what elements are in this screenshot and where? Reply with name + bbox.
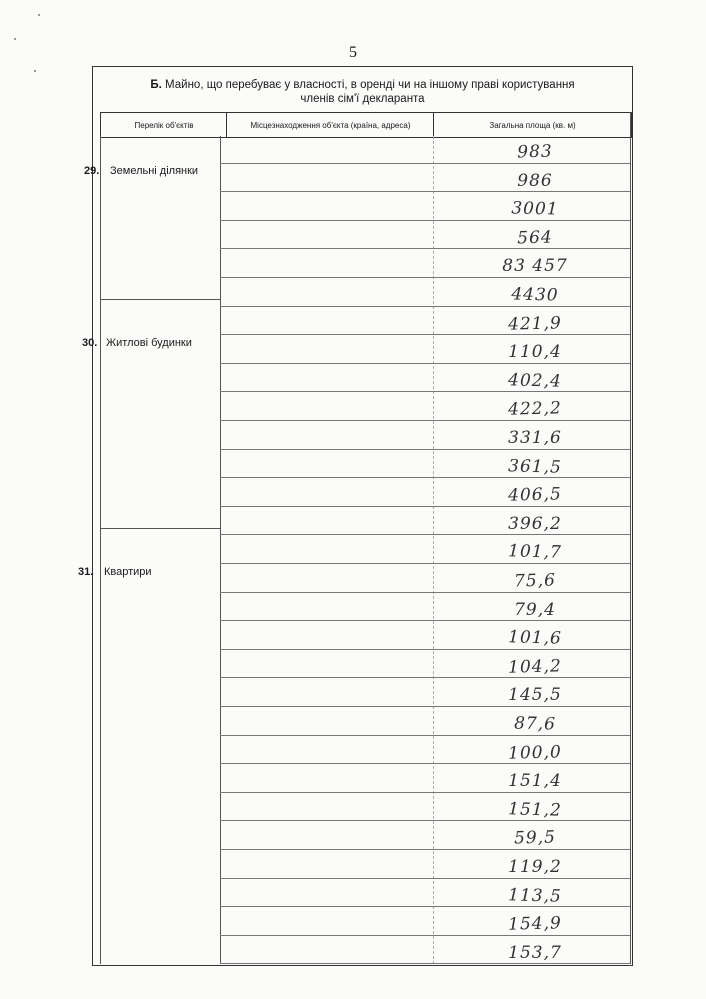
area-value: 104,2: [507, 656, 563, 678]
area-value: 154,9: [507, 913, 563, 935]
area-value: 983: [517, 141, 553, 163]
section-title-line1: Майно, що перебуває у власності, в оренді чи на іншому праві користування: [165, 79, 575, 91]
column-line-left: [100, 136, 101, 964]
row-number-30: 30.: [82, 337, 98, 349]
column-line-location: [433, 136, 434, 964]
area-value: 153,7: [508, 943, 562, 963]
row-number-31: 31.: [78, 566, 94, 578]
section-separator: [100, 528, 220, 529]
area-value: 4430: [511, 284, 559, 306]
area-value: 110,4: [508, 342, 562, 362]
area-value: 119,2: [508, 857, 562, 877]
area-value: 564: [517, 227, 553, 249]
area-value: 406,5: [507, 484, 563, 506]
row-number-29: 29.: [84, 165, 100, 177]
column-header-area: Загальна площа (кв. м): [433, 112, 632, 138]
area-value: 59,5: [513, 827, 557, 849]
area-value: 87,6: [513, 713, 557, 735]
section-separator: [100, 299, 220, 300]
area-value: 75,6: [513, 570, 557, 592]
page-number: 5: [349, 44, 357, 61]
area-value: 361,5: [507, 456, 563, 478]
area-value: 3001: [511, 198, 559, 220]
section-letter: Б.: [150, 79, 162, 91]
area-value: 421,9: [507, 313, 563, 335]
area-value: 145,5: [508, 685, 562, 705]
area-value: 101,7: [507, 541, 563, 563]
area-value: 151,4: [508, 771, 562, 791]
section-title-line2: членів сім'ї декларанта: [300, 93, 425, 105]
column-line-list: [220, 136, 221, 964]
column-header-location: Місцезнаходження об'єкта (країна, адреса): [226, 112, 434, 138]
area-value: 396,2: [508, 514, 562, 534]
column-line-right: [630, 112, 631, 964]
area-value: 113,5: [507, 885, 563, 907]
area-value: 79,4: [514, 600, 556, 620]
area-value: 331,6: [508, 428, 562, 448]
section-title: [92, 78, 633, 106]
row-name-houses: Житлові будинки: [106, 337, 192, 349]
area-value: 422,2: [507, 398, 563, 420]
area-value: 100,0: [507, 742, 563, 764]
area-value: 986: [517, 171, 553, 191]
column-header-list: Перелік об'єктів: [100, 112, 227, 138]
area-value: 402,4: [507, 370, 563, 392]
row-name-apartments: Квартири: [104, 566, 152, 578]
area-value: 101,6: [507, 627, 563, 649]
area-value: 83 457: [502, 256, 568, 276]
row-name-land-plots: Земельні ділянки: [110, 165, 199, 177]
area-value: 151,2: [507, 799, 563, 821]
